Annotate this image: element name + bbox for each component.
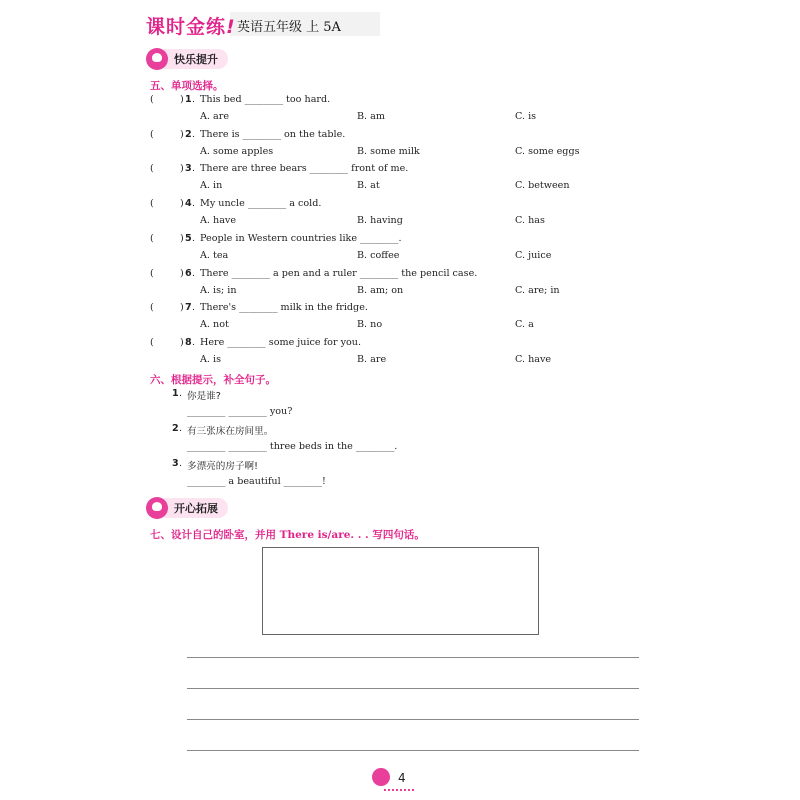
question-number: 7	[185, 302, 192, 314]
number-dot: .	[179, 388, 183, 399]
answer-paren-close: )	[180, 94, 184, 105]
option-a[interactable]: A. tea	[200, 249, 229, 261]
option-b[interactable]: B. some milk	[357, 145, 420, 157]
option-a[interactable]: A. are	[200, 111, 230, 122]
section-7-title	[150, 527, 425, 542]
chinese-prompt: 你是谁?	[187, 391, 221, 402]
chinese-prompt: 多漂亮的房子啊!	[187, 461, 259, 472]
item-number: 2	[172, 423, 179, 434]
option-b[interactable]: B. at	[357, 180, 380, 192]
writing-line[interactable]	[187, 719, 639, 720]
answer-paren-open: (	[150, 336, 154, 348]
option-c[interactable]: C. has	[515, 215, 545, 227]
question-number: 1	[185, 94, 192, 105]
pill-label: 快乐提升	[164, 49, 228, 69]
question-number: 4	[185, 198, 192, 210]
question-number: 3	[185, 163, 192, 175]
question-number: 8	[185, 336, 192, 348]
option-c[interactable]: C. are; in	[515, 284, 560, 296]
number-dot: .	[192, 302, 196, 314]
question-stem: There's ________ milk in the fridge.	[200, 302, 368, 314]
option-c[interactable]: C. have	[515, 353, 552, 365]
number-dot: .	[192, 128, 196, 140]
option-b[interactable]: B. having	[357, 215, 403, 227]
answer-paren-open: (	[150, 232, 154, 244]
question-stem: Here ________ some juice for you.	[200, 336, 362, 348]
answer-blank[interactable]	[156, 94, 178, 106]
answer-paren-close: )	[180, 267, 184, 279]
option-a[interactable]: A. in	[200, 180, 223, 192]
option-a[interactable]: A. is; in	[200, 284, 237, 296]
option-c[interactable]: C. a	[515, 319, 534, 331]
answer-paren-close: )	[180, 232, 184, 244]
number-dot: .	[192, 336, 196, 348]
number-dot: .	[179, 458, 183, 469]
brand-text: 课时金练	[146, 16, 227, 38]
number-dot: .	[192, 267, 196, 279]
question-number: 2	[185, 128, 192, 140]
section-7-suffix: 写四句话。	[368, 529, 425, 541]
section-6-title: 六、根据提示，补全句子。	[150, 374, 276, 386]
option-b[interactable]: B. no	[357, 319, 383, 331]
option-c[interactable]: C. some eggs	[515, 145, 580, 157]
option-b[interactable]: B. coffee	[357, 249, 400, 261]
answer-paren-close: )	[180, 198, 184, 210]
answer-paren-close: )	[180, 128, 184, 140]
smiley-icon	[146, 48, 168, 70]
question-number: 6	[185, 267, 192, 279]
option-b[interactable]: B. am; on	[357, 284, 404, 296]
grade-label: 英语五年级 上 5A	[237, 20, 341, 35]
answer-paren-close: )	[180, 336, 184, 348]
answer-blank[interactable]	[156, 268, 178, 280]
question-number: 5	[185, 232, 192, 244]
chinese-prompt: 有三张床在房间里。	[187, 426, 274, 437]
answer-blank[interactable]	[156, 302, 178, 314]
question-stem: My uncle ________ a cold.	[200, 198, 322, 210]
number-dot: .	[192, 198, 196, 210]
answer-blank[interactable]	[156, 129, 178, 141]
answer-paren-close: )	[180, 302, 184, 314]
brand-mark: !	[226, 16, 236, 38]
question-stem: This bed ________ too hard.	[200, 94, 331, 105]
section-7-pattern: There is/are. . .	[279, 529, 369, 541]
answer-blank[interactable]	[156, 337, 178, 349]
option-c[interactable]: C. is	[515, 111, 537, 122]
brand-title	[146, 12, 236, 39]
question-stem: People in Western countries like ________.	[200, 232, 402, 244]
section-pill-happy	[146, 48, 228, 70]
number-dot: .	[192, 163, 196, 175]
question-stem: There is ________ on the table.	[200, 128, 346, 140]
pill-label: 开心拓展	[164, 498, 228, 518]
answer-blank[interactable]	[156, 233, 178, 245]
english-fill-in[interactable]: ________ ________ you?	[187, 406, 293, 417]
section-pill-extension	[146, 497, 228, 519]
bedroom-drawing-box[interactable]	[262, 547, 539, 635]
section-5-title: 五、单项选择。	[150, 80, 224, 92]
item-number: 1	[172, 388, 179, 399]
answer-paren-open: (	[150, 302, 154, 314]
option-a[interactable]: A. some apples	[200, 145, 274, 157]
smiley-icon	[146, 497, 168, 519]
number-dot: .	[179, 423, 183, 434]
writing-line[interactable]	[187, 750, 639, 751]
question-stem: There ________ a pen and a ruler ________ the pencil case.	[200, 267, 478, 279]
option-b[interactable]: B. am	[357, 111, 385, 122]
answer-paren-open: (	[150, 267, 154, 279]
option-a[interactable]: A. have	[200, 215, 237, 227]
page-mascot-icon	[372, 768, 390, 786]
option-a[interactable]: A. not	[200, 319, 229, 331]
number-dot: .	[192, 232, 196, 244]
answer-blank[interactable]	[156, 163, 178, 175]
writing-line[interactable]	[187, 688, 639, 689]
option-b[interactable]: B. are	[357, 353, 387, 365]
answer-paren-open: (	[150, 198, 154, 210]
question-stem: There are three bears ________ front of me.	[200, 163, 409, 175]
answer-paren-open: (	[150, 94, 154, 105]
option-c[interactable]: C. between	[515, 180, 570, 192]
english-fill-in[interactable]: ________ ________ three beds in the ________.	[187, 441, 398, 452]
option-a[interactable]: A. is	[200, 353, 222, 365]
writing-line[interactable]	[187, 657, 639, 658]
section-7-prefix: 七、设计自己的卧室，并用	[150, 529, 280, 541]
option-c[interactable]: C. juice	[515, 249, 552, 261]
page-number: 4	[398, 771, 406, 785]
item-number: 3	[172, 458, 179, 469]
answer-blank[interactable]	[156, 198, 178, 210]
english-fill-in[interactable]: ________ a beautiful ________!	[187, 476, 326, 487]
footer-dots	[384, 789, 414, 791]
answer-paren-open: (	[150, 128, 154, 140]
number-dot: .	[192, 94, 196, 105]
answer-paren-open: (	[150, 163, 154, 175]
answer-paren-close: )	[180, 163, 184, 175]
